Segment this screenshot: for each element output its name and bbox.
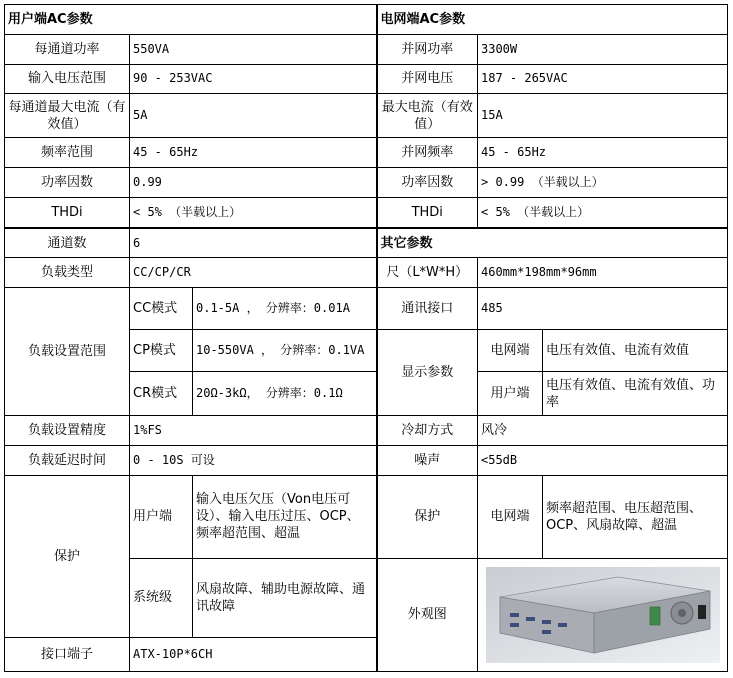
display-grid-name: 电网端 xyxy=(478,330,543,372)
row-label: THDi xyxy=(5,197,130,227)
row-label: 频率范围 xyxy=(5,138,130,168)
protection-label: 保护 xyxy=(5,475,130,637)
row-value: 45 - 65Hz xyxy=(130,138,377,168)
other-protection-grid-name: 电网端 xyxy=(478,475,543,558)
appearance-photo-cell xyxy=(478,558,728,671)
channels-label: 通道数 xyxy=(5,228,130,258)
row-label: 并网电压 xyxy=(377,64,478,94)
protection-user-value: 输入电压欠压（Von电压可设）、输入电压过压、OCP、频率超范围、超温 xyxy=(193,475,377,558)
cooling-label: 冷却方式 xyxy=(377,416,478,446)
protection-user-name: 用户端 xyxy=(130,475,193,558)
row-value: < 5% （半载以上） xyxy=(478,197,728,227)
device-photo xyxy=(486,567,720,663)
channels-value: 6 xyxy=(130,228,377,258)
row-value: < 5% （半载以上） xyxy=(130,197,377,227)
row-label: 最大电流（有效值） xyxy=(377,94,478,138)
row-label: 每通道最大电流（有效值） xyxy=(5,94,130,138)
comm-label: 通讯接口 xyxy=(377,288,478,330)
row-label: 功率因数 xyxy=(377,168,478,198)
cooling-value: 风冷 xyxy=(478,416,728,446)
mode-name: CC模式 xyxy=(130,288,193,330)
row-value: 90 - 253VAC xyxy=(130,64,377,94)
device-illustration xyxy=(486,567,720,663)
other-protection-grid-value: 频率超范围、电压超范围、OCP、风扇故障、超温 xyxy=(543,475,728,558)
row-value: 550VA xyxy=(130,34,377,64)
mode-value: 20Ω-3kΩ， 分辨率：0.1Ω xyxy=(193,372,377,416)
load-type-label: 负载类型 xyxy=(5,258,130,288)
row-value: 187 - 265VAC xyxy=(478,64,728,94)
display-user-value: 电压有效值、电流有效值、功率 xyxy=(543,372,728,416)
load-accuracy-value: 1%FS xyxy=(130,416,377,446)
load-delay-value: 0 - 10S 可设 xyxy=(130,446,377,476)
row-value: > 0.99 （半载以上） xyxy=(478,168,728,198)
grid-ac-title: 电网端AC参数 xyxy=(377,5,728,35)
load-type-value: CC/CP/CR xyxy=(130,258,377,288)
row-value: 45 - 65Hz xyxy=(478,138,728,168)
interface-label: 接口端子 xyxy=(5,637,130,671)
interface-value: ATX-10P*6CH xyxy=(130,637,377,671)
protection-system-name: 系统级 xyxy=(130,558,193,637)
size-label: 尺（L*W*H） xyxy=(377,258,478,288)
load-accuracy-label: 负载设置精度 xyxy=(5,416,130,446)
spec-table xyxy=(4,4,728,672)
row-label: THDi xyxy=(377,197,478,227)
noise-label: 噪声 xyxy=(377,446,478,476)
appearance-label: 外观图 xyxy=(377,558,478,671)
user-ac-title: 用户端AC参数 xyxy=(5,5,377,35)
mode-name: CR模式 xyxy=(130,372,193,416)
mode-value: 0.1-5A ， 分辨率：0.01A xyxy=(193,288,377,330)
load-delay-label: 负载延迟时间 xyxy=(5,446,130,476)
display-grid-value: 电压有效值、电流有效值 xyxy=(543,330,728,372)
load-range-label: 负载设置范围 xyxy=(5,288,130,416)
size-value: 460mm*198mm*96mm xyxy=(478,258,728,288)
row-label: 输入电压范围 xyxy=(5,64,130,94)
display-label: 显示参数 xyxy=(377,330,478,416)
row-label: 每通道功率 xyxy=(5,34,130,64)
other-title: 其它参数 xyxy=(377,228,728,258)
row-label: 并网频率 xyxy=(377,138,478,168)
comm-value: 485 xyxy=(478,288,728,330)
noise-value: <55dB xyxy=(478,446,728,476)
other-protection-label: 保护 xyxy=(377,475,478,558)
protection-system-value: 风扇故障、辅助电源故障、通讯故障 xyxy=(193,558,377,637)
display-user-name: 用户端 xyxy=(478,372,543,416)
row-value: 5A xyxy=(130,94,377,138)
row-value: 15A xyxy=(478,94,728,138)
row-value: 3300W xyxy=(478,34,728,64)
row-label: 并网功率 xyxy=(377,34,478,64)
row-label: 功率因数 xyxy=(5,168,130,198)
mode-value: 10-550VA ， 分辨率：0.1VA xyxy=(193,330,377,372)
mode-name: CP模式 xyxy=(130,330,193,372)
row-value: 0.99 xyxy=(130,168,377,198)
